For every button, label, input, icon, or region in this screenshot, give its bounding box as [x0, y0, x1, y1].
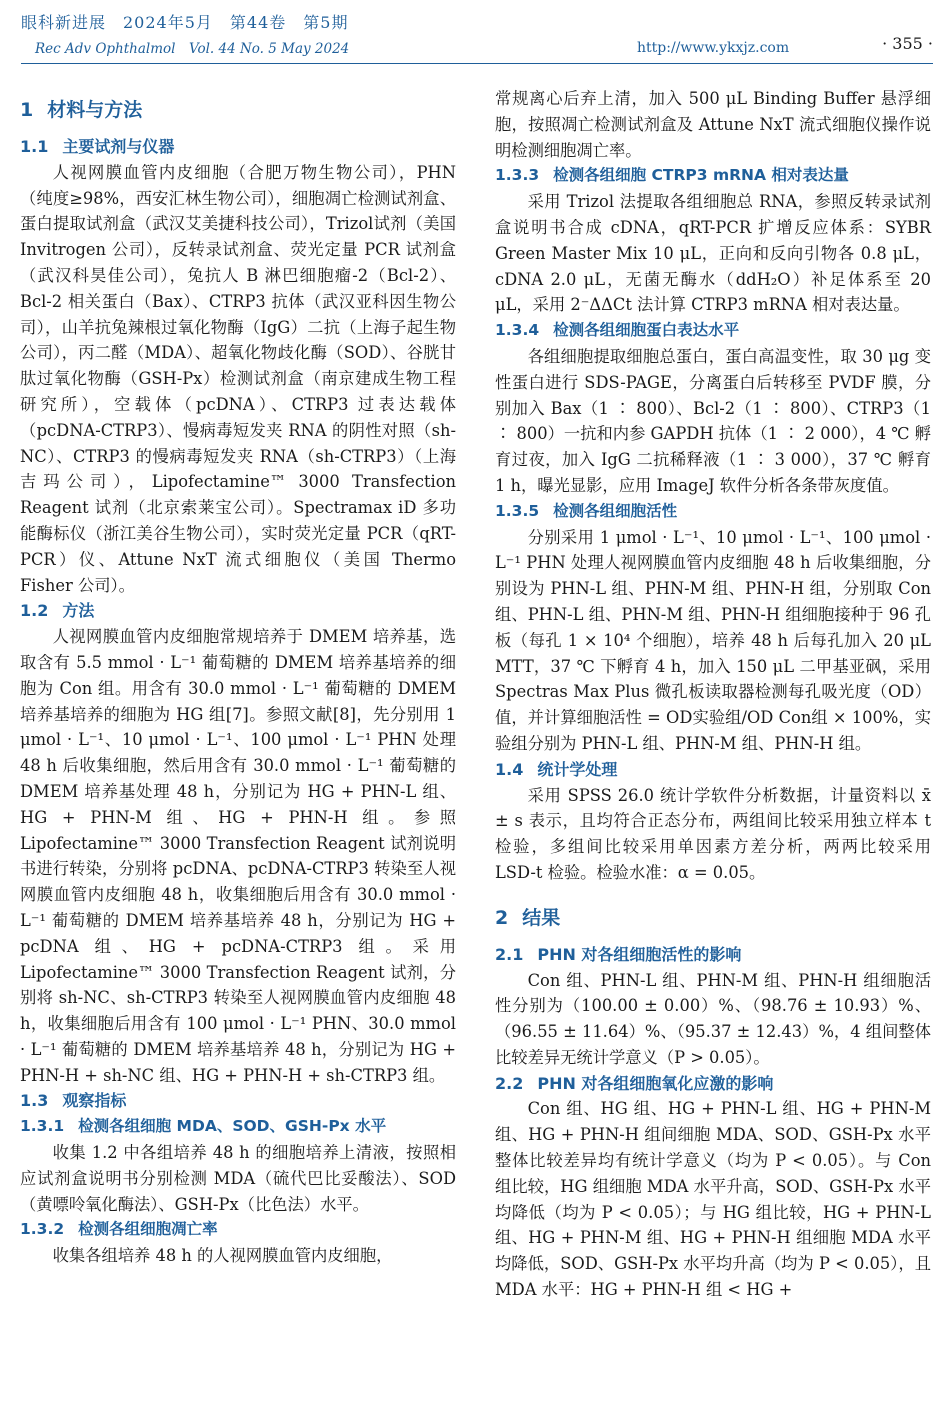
subsubsection-heading-ctrp3-mrna: 1.3.3 检测各组细胞 CTRP3 mRNA 相对表达量 [495, 166, 849, 185]
paragraph-methods: 人视网膜血管内皮细胞常规培养于 DMEM 培养基，选取含有 5.5 mmol · L⁻¹ 葡萄糖的 DMEM 培养基培养的细胞为 Con 组。用含有 30.0 mmol · L⁻¹ 葡萄糖的 DMEM 培养基培养的细胞为 HG 组[7]。参照文献[8]，先分别用 1 μmol · L⁻¹、10 μmol · L⁻¹、100 μmol · L⁻¹ PHN 处理 48 h 后收集细胞，然后用含有 30.0 mmol · L⁻¹ 葡萄糖的 DMEM 培养基处理 48 h，分别记为 HG + PHN-L 组、HG + PHN-M 组、HG + PHN-H 组。参照 Lipofectamine™ 3000 Transfection Reagent 试剂说明书进行转染，分别将 pcDNA、pcDNA-CTRP3 转染至人视网膜血管内皮细胞 48 h，收集细胞后用含有 30.0 mmol · L⁻¹ 葡萄糖的 DMEM 培养基培养 48 h，分别记为 HG + pcDNA 组、HG + pcDNA-CTRP3 组。采用 Lipofectamine™ 3000 Transfection Reagent 试剂，分别将 sh-NC、sh-CTRP3 转染至人视网膜血管内皮细胞 48 h，收集细胞后用含有 100 μmol · L⁻¹ PHN、30.0 mmol · L⁻¹ 葡萄糖的 DMEM 培养基培养 48 h，分别记为 HG + PHN-H + sh-NC 组、HG + PHN-H + sh-CTRP3 组。 [20, 627, 456, 1085]
subsection-heading-reagents: 1.1 主要试剂与仪器 [20, 137, 175, 156]
paragraph-viability: 分别采用 1 μmol · L⁻¹、10 μmol · L⁻¹、100 μmol · L⁻¹ PHN 处理人视网膜血管内皮细胞 48 h 后收集细胞，分别设为 PHN-L 组、PHN-M 组、PHN-H 组，分别取 Con 组、PHN-L 组、PHN-M 组、PHN-H 组细胞接种于 96 孔板（每孔 1 × 10⁴ 个细胞），培养 48 h 后每孔加入 20 μL MTT，37 ℃ 下孵育 4 h，加入 150 μL 二甲基亚砜，采用 Spectras Max Plus 微孔板读取器检测每孔吸光度（OD）值，并计算细胞活性 = OD实验组/OD Con组 × 100%，实验组分别为 PHN-L 组、PHN-M 组、PHN-H 组。 [495, 527, 931, 753]
section-heading-materials-methods: 1 材料与方法 [20, 99, 143, 121]
subsection-heading-indicators: 1.3 观察指标 [20, 1091, 127, 1111]
paragraph-mda-sod: 收集 1.2 中各组培养 48 h 的细胞培养上清液，按照相应试剂盒说明书分别检测 MDA（硫代巴比妥酸法）、SOD（黄嘌呤氧化酶法）、GSH-Px（比色法）水平。 [20, 1143, 456, 1214]
left-column [20, 88, 456, 1269]
header-divider [21, 63, 933, 64]
right-column [495, 86, 931, 1303]
paragraph-statistics: 采用 SPSS 26.0 统计学软件分析数据，计量资料以 x̄ ± s 表示，且均符合正态分布，两组间比较采用独立样本 t 检验，多组间比较采用单因素方差分析，两两比较采用 LSD-t 检验。检验水准：α = 0.05。 [495, 785, 931, 882]
paragraph-oxidative-stress: Con 组、HG 组、HG + PHN-L 组、HG + PHN-M 组、HG + PHN-H 组间细胞 MDA、SOD、GSH-Px 水平整体比较差异均有统计学意义（均为 P < 0.05）。与 Con 组比较，HG 组细胞 MDA 水平升高，SOD、GSH-Px 水平均降低（均为 P < 0.05）；与 HG 组比较，HG + PHN-L 组、HG + PHN-M 组、HG + PHN-H 组细胞 MDA 水平均降低，SOD、GSH-Px 水平均升高（均为 P < 0.05），且 MDA 水平：HG + PHN-H 组 < HG + [495, 1099, 931, 1300]
paragraph-protein: 各组细胞提取细胞总蛋白，蛋白高温变性，取 30 μg 变性蛋白进行 SDS-PAGE，分离蛋白后转移至 PVDF 膜，分别加入 Bax（1 ∶ 800）、Bcl-2（1 ∶ 800）、CTRP3（1 ∶ 800）一抗和内参 GAPDH 抗体（1 ∶ 2 000），4 ℃ 孵育过夜，加入 IgG 二抗稀释液（1 ∶ 3 000），37 ℃ 孵育 1 h，曝光显影，应用 ImageJ 软件分析各条带灰度值。 [495, 346, 931, 495]
subsection-heading-statistics: 1.4 统计学处理 [495, 759, 618, 779]
section-gap [495, 886, 931, 896]
subsection-heading-methods: 1.2 方法 [20, 601, 95, 621]
paragraph-ctrp3-mrna: 采用 Trizol 法提取各组细胞总 RNA，参照反转录试剂盒说明书合成 cDNA，qRT-PCR 扩增反应体系：SYBR Green Master Mix 10 μL，正向和反向引物各 0.8 μL，cDNA 2.0 μL，无菌无酶水（ddH₂O）补足体系至 20 μL，采用 2⁻ΔΔCt 法计算 CTRP3 mRNA 相对表达量。 [495, 192, 931, 315]
subsection-heading-phn-activity: 2.1 PHN 对各组细胞活性的影响 [495, 944, 742, 964]
paragraph-apoptosis-cont: 常规离心后弃上清，加入 500 μL Binding Buffer 悬浮细胞，按照凋亡检测试剂盒及 Attune NxT 流式细胞仪操作说明检测细胞凋亡率。 [495, 89, 931, 160]
subsubsection-heading-viability: 1.3.5 检测各组细胞活性 [495, 501, 678, 520]
subsubsection-heading-apoptosis: 1.3.2 检测各组细胞凋亡率 [20, 1220, 218, 1239]
journal-url-link[interactable]: http://www.ykxjz.com [637, 40, 790, 56]
subsection-heading-oxidative-stress: 2.2 PHN 对各组细胞氧化应激的影响 [495, 1073, 774, 1093]
journal-title-cn: 眼科新进展 2024年5月 第44卷 第5期 [21, 13, 349, 32]
paragraph-reagents: 人视网膜血管内皮细胞（合肥万物生物公司），PHN（纯度≥98%，西安汇林生物公司），细胞凋亡检测试剂盒、蛋白提取试剂盒（武汉艾美捷科技公司），Trizol试剂（美国 Invitrogen 公司），反转录试剂盒、荧光定量 PCR 试剂盒（武汉科昊佳公司），兔抗人 B 淋巴细胞瘤-2（Bcl-2）、Bcl-2 相关蛋白（Bax）、CTRP3 抗体（武汉亚科因生物公司），山羊抗兔辣根过氧化物酶（IgG）二抗（上海子起生物公司），丙二醛（MDA）、超氧化物歧化酶（SOD）、谷胱甘肽过氧化物酶（GSH-Px）检测试剂盒（南京建成生物工程研究所），空载体（pcDNA）、CTRP3 过表达载体（pcDNA-CTRP3）、慢病毒短发夹 RNA 的阴性对照（sh-NC）、CTRP3 的慢病毒短发夹 RNA（sh-CTRP3）（上海吉玛公司），Lipofectamine™ 3000 Transfection Reagent 试剂（北京索莱宝公司）。Spectramax iD 多功能酶标仪（浙江美谷生物公司），实时荧光定量 PCR（qRT-PCR）仪、Attune NxT 流式细胞仪（美国 Thermo Fisher 公司）。 [20, 162, 456, 595]
journal-title-en: Rec Adv Ophthalmol Vol. 44 No. 5 May 2024 [35, 41, 350, 57]
subsubsection-heading-mda-sod: 1.3.1 检测各组细胞 MDA、SOD、GSH-Px 水平 [20, 1117, 387, 1136]
paragraph-apoptosis-start: 收集各组培养 48 h 的人视网膜血管内皮细胞， [52, 1246, 393, 1266]
page-header [21, 10, 933, 62]
section-heading-results: 2 结果 [495, 906, 561, 929]
paragraph-phn-activity: Con 组、PHN-L 组、PHN-M 组、PHN-H 组细胞活性分别为（100.00 ± 0.00）%、（98.76 ± 10.93）%、（96.55 ± 11.64）%、（95.37 ± 12.43）%，4 组间整体比较差异无统计学意义（P > 0.05）。 [495, 970, 931, 1067]
page-number: · 355 · [882, 34, 933, 53]
subsubsection-heading-protein: 1.3.4 检测各组细胞蛋白表达水平 [495, 321, 740, 340]
